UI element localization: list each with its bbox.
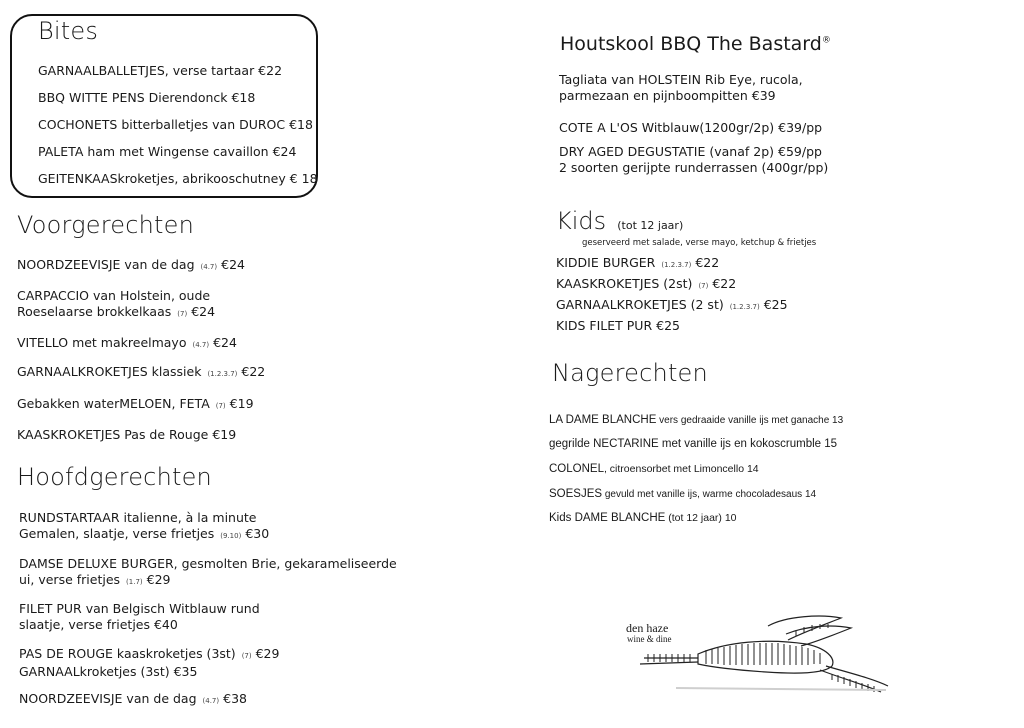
item-name: COTE A L'OS Witblauw(1200gr/2p) €39/pp <box>559 120 823 135</box>
item-desc: (tot 12 jaar) 10 <box>665 512 737 524</box>
kids-title <box>556 207 683 235</box>
allergen-code: (1.7) <box>126 578 143 586</box>
hoofdgerechten-title: Hoofdgerechten <box>17 463 212 491</box>
item-name: Gebakken waterMELOEN, FETA <box>17 396 210 411</box>
item-price: €24 <box>213 335 237 350</box>
kids-age: (tot 12 jaar) <box>617 219 684 232</box>
logo-name: den haze <box>626 621 669 635</box>
kids-item <box>556 276 736 294</box>
bites-title: Bites <box>38 17 99 45</box>
item-name: GARNAALkroketjes (3st) €35 <box>19 664 198 679</box>
logo-tagline: wine & dine <box>627 634 672 644</box>
item-name: CARPACCIO van Holstein, oude <box>17 288 211 303</box>
item-desc: , citroensorbet met Limoncello 14 <box>603 463 759 475</box>
bites-item: GEITENKAASkroketjes, abrikooschutney € 18 <box>38 171 318 186</box>
kids-item <box>556 318 680 334</box>
item-name-cont: Roeselaarse brokkelkaas <box>17 304 172 319</box>
kids-served-note: geserveerd met salade, verse mayo, ketchup & frietjes <box>582 238 817 248</box>
voorgerecht-item <box>17 427 236 443</box>
item-name: Tagliata van HOLSTEIN Rib Eye, rucola, <box>559 72 803 87</box>
nagerechten-title: Nagerechten <box>552 359 708 387</box>
item-name: COLONEL <box>549 463 604 475</box>
bbq-item <box>559 144 828 176</box>
item-name: PAS DE ROUGE kaaskroketjes (3st) <box>19 646 236 661</box>
allergen-code: (1.2.3.7) <box>207 370 238 378</box>
dessert-item <box>549 438 837 450</box>
voorgerecht-item <box>17 257 245 275</box>
bbq-title <box>560 33 831 55</box>
voorgerecht-item <box>17 396 254 414</box>
item-name: VITELLO met makreelmayo <box>17 335 187 350</box>
hoofdgerecht-item <box>19 510 269 544</box>
allergen-code: (1.2.3.7) <box>661 261 692 269</box>
allergen-code: (4.7) <box>200 263 218 271</box>
dessert-item <box>549 463 759 475</box>
item-name: FILET PUR van Belgisch Witblauw rund <box>19 601 260 616</box>
voorgerecht-item <box>17 335 237 353</box>
dessert-item <box>549 488 816 500</box>
kids-item <box>556 255 719 273</box>
item-price: €29 <box>146 572 171 587</box>
bbq-item <box>559 72 803 104</box>
bites-item: COCHONETS bitterballetjes van DUROC €18 <box>38 117 313 132</box>
item-name: gegrilde NECTARINE met vanille ijs en kokoscrumble 15 <box>549 438 838 450</box>
allergen-code: (4.7) <box>202 697 220 705</box>
item-desc: slaatje, verse frietjes €40 <box>19 617 178 632</box>
dessert-item <box>549 414 843 426</box>
allergen-code: (9.10) <box>220 532 242 540</box>
kids-title-text: Kids <box>556 207 607 235</box>
registered-mark: ® <box>821 35 831 46</box>
bites-item: PALETA ham met Wingense cavaillon €24 <box>38 144 297 159</box>
dessert-item <box>549 512 737 524</box>
bites-item: BBQ WITTE PENS Dierendonck €18 <box>38 90 256 105</box>
allergen-code: (1.2.3.7) <box>729 303 760 311</box>
item-name: KAASKROKETJES Pas de Rouge €19 <box>17 427 237 442</box>
item-name: SOESJES <box>549 488 603 500</box>
voorgerecht-item <box>17 364 265 382</box>
item-name: KAASKROKETJES (2st) <box>556 276 693 291</box>
bites-item: GARNAALBALLETJES, verse tartaar €22 <box>38 63 283 78</box>
item-name: DAMSE DELUXE BURGER, gesmolten Brie, gekarameliseerde <box>19 556 397 571</box>
hoofdgerecht-item <box>19 556 397 590</box>
item-price: €38 <box>223 691 247 706</box>
item-price: €25 <box>763 297 788 312</box>
allergen-code: (7) <box>698 282 709 290</box>
item-name: KIDS FILET PUR €25 <box>556 318 680 333</box>
item-price: €24 <box>191 304 216 319</box>
item-price: €22 <box>241 364 266 379</box>
item-desc: ui, verse frietjes <box>19 572 121 587</box>
item-name: LA DAME BLANCHE <box>549 414 657 426</box>
allergen-code: (4.7) <box>192 341 210 349</box>
hare-logo-icon <box>636 612 898 696</box>
item-price: €19 <box>229 396 254 411</box>
item-desc: 2 soorten gerijpte runderrassen (400gr/pp) <box>559 160 829 175</box>
item-price: €24 <box>221 257 245 272</box>
voorgerechten-title: Voorgerechten <box>17 211 195 239</box>
hoofdgerecht-item <box>19 601 260 633</box>
allergen-code: (7) <box>241 652 252 660</box>
bbq-title-text: Houtskool BBQ The Bastard <box>560 33 822 55</box>
allergen-code: (7) <box>177 310 188 318</box>
item-price: €29 <box>255 646 280 661</box>
item-name: GARNAALKROKETJES (2 st) <box>556 297 724 312</box>
hoofdgerecht-item <box>19 646 279 680</box>
item-name: DRY AGED DEGUSTATIE (vanaf 2p) €59/pp <box>559 144 822 159</box>
item-desc: vers gedraaide vanille ijs met ganache 13 <box>656 415 844 426</box>
hoofdgerecht-item <box>19 691 247 709</box>
item-desc: gevuld met vanille ijs, warme chocoladesaus 14 <box>602 489 817 500</box>
item-desc: Gemalen, slaatje, verse frietjes <box>19 526 215 541</box>
item-desc: parmezaan en pijnboompitten €39 <box>559 88 776 103</box>
kids-item <box>556 297 788 315</box>
item-price: €22 <box>695 255 720 270</box>
allergen-code: (7) <box>215 402 226 410</box>
item-name: RUNDSTARTAAR italienne, à la minute <box>19 510 257 525</box>
item-name: NOORDZEEVISJE van de dag <box>17 257 195 272</box>
item-name: Kids DAME BLANCHE <box>549 512 666 524</box>
bbq-item <box>559 120 822 136</box>
item-name: GARNAALKROKETJES klassiek <box>17 364 202 379</box>
item-price: €30 <box>245 526 270 541</box>
item-name: NOORDZEEVISJE van de dag <box>19 691 197 706</box>
item-name: KIDDIE BURGER <box>556 255 656 270</box>
item-price: €22 <box>712 276 737 291</box>
voorgerecht-item <box>17 288 215 322</box>
